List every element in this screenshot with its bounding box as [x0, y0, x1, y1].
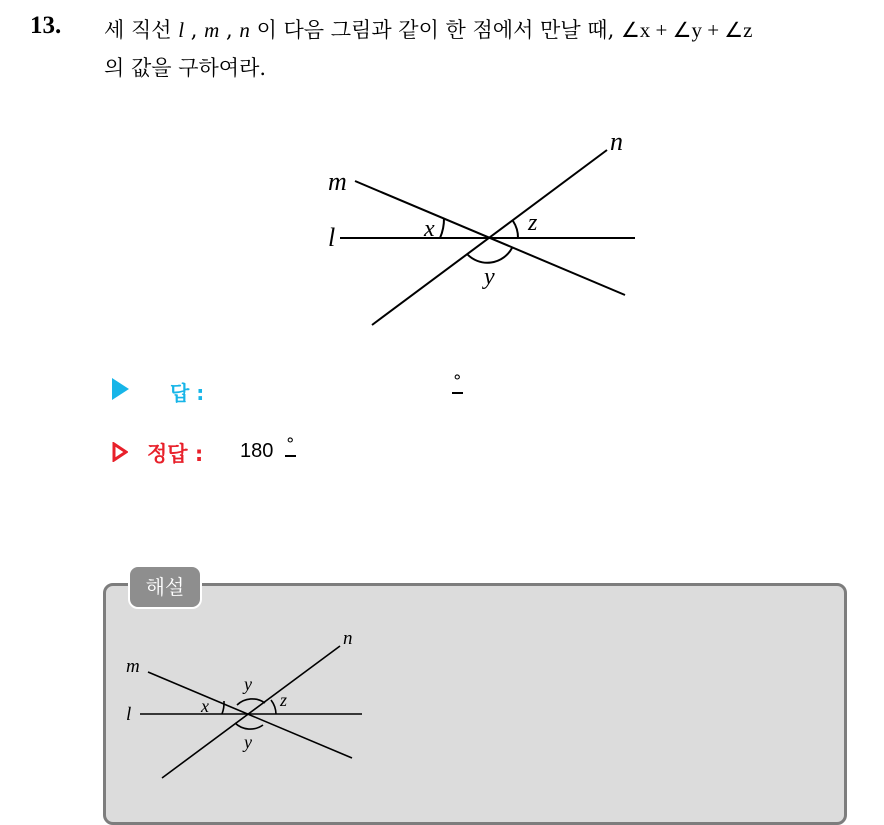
correct-answer-label: 정답 : — [147, 442, 204, 466]
label-m: m — [328, 167, 347, 196]
label-n: n — [610, 127, 623, 156]
correct-answer-value: 180 — [240, 440, 274, 462]
angle-x-arc — [440, 218, 444, 238]
label-l: l — [328, 223, 336, 252]
solution-label-n: n — [343, 628, 353, 649]
solution-label-x: x — [201, 696, 209, 716]
solution-label-z: z — [280, 690, 288, 710]
answer-degree-unit: ° — [453, 372, 462, 392]
label-x: x — [424, 216, 435, 242]
comma-2: , — [226, 18, 233, 42]
solution-tab: 해설 — [128, 565, 202, 609]
solution-label-l: l — [126, 704, 132, 725]
question-number: 13. — [30, 12, 62, 39]
label-z: z — [528, 210, 538, 236]
question-text-part1: 세 직선 — [104, 18, 172, 42]
line-l-name: l — [178, 18, 185, 42]
comma-1: , — [190, 18, 198, 42]
line-n-name: n — [239, 18, 250, 42]
solution-label-y-bottom: y — [244, 732, 252, 752]
question-text-line2: 의 값을 구하여라. — [104, 56, 267, 80]
angle-z-arc — [513, 221, 518, 238]
line-m-name: m — [204, 18, 220, 42]
lines-figure — [0, 0, 884, 340]
label-y: y — [484, 264, 495, 290]
play-triangle-icon — [112, 378, 129, 400]
outline-triangle-icon — [112, 442, 128, 462]
answer-label: 답 : — [170, 381, 205, 405]
question-text-part2: 이 다음 그림과 같이 한 점에서 만날 때, — [256, 18, 615, 42]
angle-sum-expression: ∠x + ∠y + ∠z — [620, 18, 753, 42]
solution-box — [103, 583, 847, 825]
correct-answer-degree-unit: ° — [286, 435, 295, 455]
solution-label-m: m — [126, 656, 140, 677]
solution-label-y-top: y — [244, 674, 252, 694]
